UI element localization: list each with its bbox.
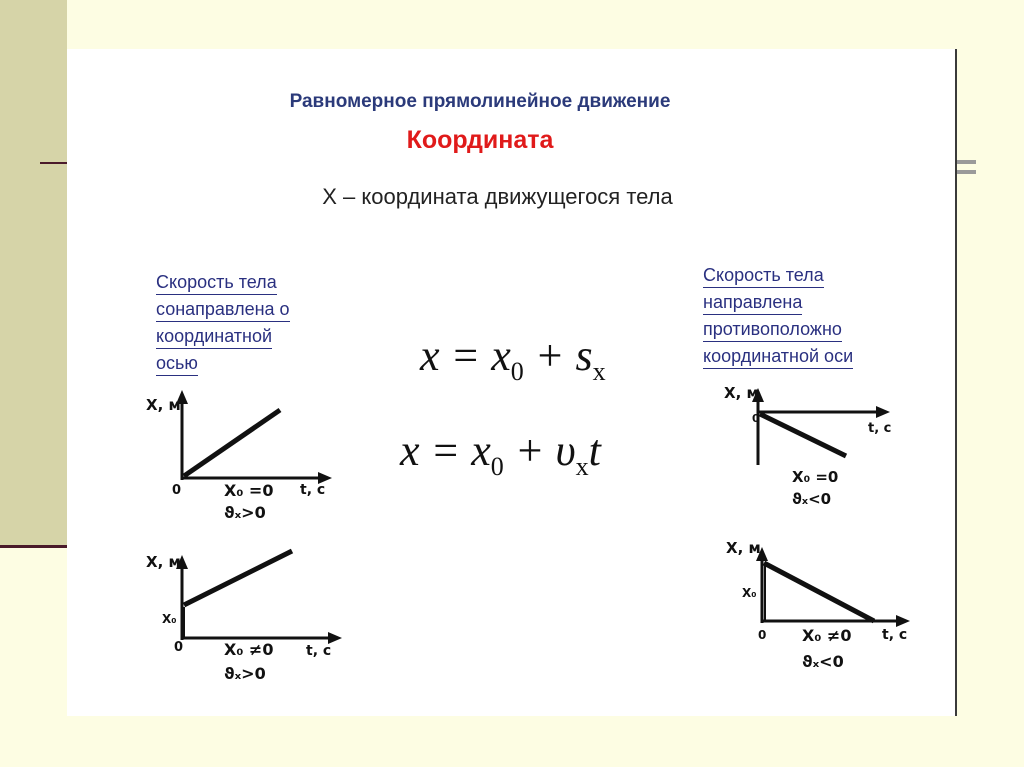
graph-negative-velocity-origin [718,380,903,510]
y-axis-label: X, м [724,384,759,402]
y-axis-label: X, м [726,539,761,557]
origin-label: 0 [174,640,184,655]
formula-velocity: $x = x_0 + \upsilon_xt$ [400,426,601,481]
decor-rule-left [40,162,68,164]
x-axis-label: t, c [300,482,326,498]
condition-x0: X₀ =0 [224,481,274,500]
y-axis-label: X, м [146,553,181,571]
y-axis-label: X, м [146,396,181,414]
note-left-line: координатной [156,324,272,349]
origin-label: 0 [758,628,767,642]
condition-v: ϑₓ<0 [802,652,844,671]
condition-x0: X₀ ≠0 [802,626,852,645]
x0-label: X₀ [742,586,757,600]
left-decor-line [0,545,67,548]
note-left-line: Скорость тела [156,270,277,295]
x-axis-label: t, c [868,421,892,436]
origin-label: 0 [752,412,760,425]
graph-negative-velocity-offset [718,535,918,685]
slide-subtitle: Равномерное прямолинейное движение [289,91,671,112]
origin-label: 0 [172,483,182,498]
slide-title: Координата [406,126,554,154]
condition-x0: X₀ ≠0 [224,640,274,659]
x-axis-label: t, c [306,643,332,659]
note-right [703,263,853,371]
left-decor-band [0,0,67,548]
decor-rule-right [956,160,976,164]
motion-line [184,551,292,605]
note-left [156,270,290,378]
motion-line [184,410,280,476]
x-axis-arrow [876,406,890,418]
decor-rule-right-2 [956,170,976,174]
formula-displacement: $x = x_0 + s_x$ [420,331,606,386]
condition-v: ϑₓ>0 [224,664,266,683]
note-left-line: сонаправлена о [156,297,290,322]
condition-x0: X₀ =0 [792,468,839,486]
note-right-line: противоположно [703,317,842,342]
graph-positive-velocity-offset [140,545,350,690]
definition-text: X – координата движущегося тела [322,184,673,209]
x-axis-label: t, c [882,627,908,643]
motion-line [764,563,874,621]
graph-positive-velocity-origin [140,380,340,525]
motion-line [760,414,846,456]
x0-label: X₀ [162,612,177,626]
note-right-line: Скорость тела [703,263,824,288]
x-axis-arrow [896,615,910,627]
note-right-line: координатной оси [703,344,853,369]
note-left-line: осью [156,351,198,376]
condition-v: ϑₓ<0 [792,490,832,508]
note-right-line: направлена [703,290,802,315]
condition-v: ϑₓ>0 [224,503,266,522]
